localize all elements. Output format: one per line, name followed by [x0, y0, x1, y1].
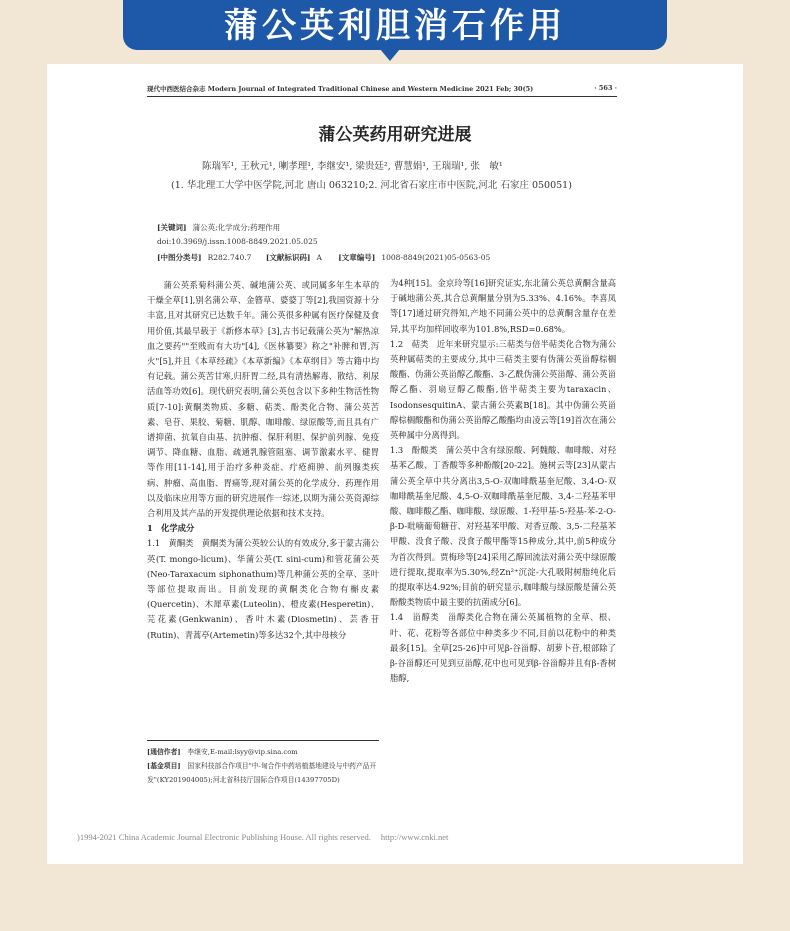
paper-page	[47, 64, 743, 864]
journal-header	[147, 84, 617, 97]
article-no-value: 1008-8849(2021)05-0563-05	[381, 253, 491, 262]
paragraph: 1.3 酚酸类 蒲公英中含有绿原酸、阿魏酸、咖啡酸、对羟基苯乙酸、丁香酸等多种酚酸[20-22]。施树云等[23]从蒙古蒲公英全草中共分离出3,5-O-双咖啡酰基奎尼酸、3,4-O-双咖啡酰基奎尼酸、4,5-O-双咖啡酰基奎尼酸、3,4-二羟基苯甲酸、咖啡酸乙酯、咖啡酸、绿原酸、1-羟甲基-5-羟基-苯-2-O-β-D-吡喃葡萄糖苷、对羟基苯甲酸、对香豆酸、3,5-二羟基苯甲酸、没食子酸、没食子酸甲酯等15种成分,其中,前5种成分为首次得到。贾梅珍等[24]采用乙醇回流法对蒲公英中绿原酸进行提取,提取率为5.30%,经Zn²⁺沉淀-大孔吸附树脂纯化后的提取率达4.92%;目前的研究显示,咖啡酸与绿原酸是蒲公英酚酸类物质中最主要的抗菌成分[6]。	[390, 445, 616, 608]
fund-value: 国家科技部合作项目"中-匈合作中药培植基地建设与中药产品开发"(KY201904005);河北省科技厅国际合作项目(14397705D)	[147, 762, 377, 784]
corr-label: [通信作者]	[147, 748, 181, 756]
corr-value: 李继安,E-mail:lsyy@vip.sina.com	[187, 748, 298, 756]
paragraph: 为4种[15]。金京玲等[16]研究证实,东北蒲公英总黄酮含量高于碱地蒲公英,其合总黄酮量分别为5.33%、4.16%。李喜凤等[17]通过研究得知,产地不同蒲公英中的总黄酮含量存在差异,其平均加样回收率为101.8%,RSD=0.68%。	[390, 278, 616, 334]
doc-code-value: A	[316, 253, 322, 262]
paper-title: 蒲公英药用研究进展	[318, 125, 472, 145]
doi-line: doi:10.3969/j.issn.1008-8849.2021.05.025	[157, 237, 318, 246]
copyright-text: )1994-2021 China Academic Journal Electronic Publishing House. All rights reserved.	[77, 832, 371, 842]
left-column	[147, 278, 379, 714]
title-banner	[123, 0, 667, 50]
article-no-label: [文章编号]	[338, 253, 376, 262]
fund-label: [基金项目]	[147, 762, 181, 770]
corresponding-author	[147, 745, 379, 759]
paragraph: 1.2 萜类 近年来研究显示:三萜类与倍半萜类化合物为蒲公英种属萜类的主要成分,其中三萜类主要有伪蒲公英甾醇棕榈酸酯、伪蒲公英甾醇乙酸酯、3-乙酰伪蒲公英甾醇、蒲公英甾醇乙酯、羽扇豆醇乙酸酯,倍半萜类主要为taraxacin、IsodonsesquitinA、蒙古蒲公英素B[18]。其中伪蒲公英甾醇棕榈酸酯和伪蒲公英甾醇乙酸酯均由凌云等[19]首次在蒲公英种属中分离得到。	[390, 338, 616, 441]
clc-value: R282.740.7	[207, 253, 252, 262]
journal-header-left: 现代中西医结合杂志 Modern Journal of Integrated Traditional Chinese and Western Medicine 2021 Feb; 30(5)	[147, 85, 534, 93]
fund-note	[147, 759, 379, 787]
journal-page-number: · 563 ·	[594, 84, 617, 92]
banner-title: 蒲公英利胆消石作用	[224, 5, 566, 46]
classification-line	[157, 252, 490, 263]
clc-label: [中图分类号]	[157, 253, 202, 262]
paragraph: 1.1 黄酮类 黄酮类为蒲公英较公认的有效成分,多于蒙古蒲公英(T. mongo-licum)、华蒲公英(T. sini-cum)和管花蒲公英(Neo-Taraxacum siphonathum)等几种蒲公英的全草、茎叶等部位提取而出。目前发现的黄酮类化合物有槲皮素(Quercetin)、木犀草素(Luteolin)、橙皮素(Hesperetin)、芫花素(Genkwanin)、香叶木素(Diosmetin)、芸香苷(Rutin)、青蒿亭(Artemetin)等多达32个,其中母核分	[147, 538, 379, 640]
paragraph: 1.4 甾醇类 甾醇类化合物在蒲公英属植物的全草、根、叶、花、花粉等各部位中种类多少不同,目前以花粉中的种类最多[15]。全草[25-26]中可见β-谷甾醇、胡萝卜苷,根部除了β-谷甾醇还可见到豆甾醇,花中也可见到β-谷甾醇并且有β-香树脂醇,	[390, 612, 616, 684]
right-column	[390, 276, 616, 806]
affiliation: (1. 华北理工大学中医学院,河北 唐山 063210;2. 河北省石家庄市中医院,河北 石家庄 050051)	[171, 180, 572, 191]
banner-pointer-icon	[380, 49, 400, 61]
footnote	[147, 740, 379, 787]
doc-code-label: [文献标识码]	[265, 253, 311, 262]
section-heading: 1 化学成分	[147, 523, 195, 534]
paragraph: 蒲公英系菊科蒲公英、碱地蒲公英、或同属多年生本草的干燥全草[1],别名蒲公草、金簪草、婆婆丁等[2],我国资源十分丰富,且对其研究已达数千年。蒲公英很多种属有医疗保健及食用价值,其最早载于《新修本草》[3],古书记载蒲公英为"解热凉血之要药""至贱而有大功"[4],《医林纂要》称之"补脾和胃,泻火"[5],并且《本草经疏》《本草新编》《本草纲目》等古籍中均有记载。蒲公英苦甘寒,归肝胃二经,具有清热解毒、散结、利尿活血等功效[6]。现代研究表明,蒲公英包含以下多种生物活性物质[7-10]:黄酮类物质、多糖、萜类、酚类化合物、蒲公英苦素、皂苷、果胶、菊糖、肌醇、咖啡酸、绿原酸等,而且具有广谱抑菌、抗氧自由基、抗肿瘤、保肝利胆、保护前列腺、免疫调节、降血糖、血脂、疏通乳腺管阻塞、调节激素水平、健胃等作用[11-14],用于治疗多种炎症、疔疮痈肿、前列腺类疾病、肿瘤、高血脂、胃痛等,现对蒲公英的化学成分、药理作用以及临床应用等方面的研究进展作一综述,以期为蒲公英资源综合利用及其产品的开发提供理论依据和技术支持。	[147, 280, 379, 519]
keywords: 蒲公英;化学成分;药理作用	[192, 223, 281, 232]
keywords-line	[157, 222, 280, 233]
footer-url: http://www.cnki.net	[380, 832, 449, 842]
keywords-label: [关键词]	[157, 223, 187, 232]
page-footer	[77, 832, 717, 842]
author-list: 陈瑞军¹, 王秋元¹, 喇孝理¹, 李继安¹, 梁贵廷², 曹慧娟¹, 王瑞瑞¹, 张 敏¹	[202, 161, 503, 172]
